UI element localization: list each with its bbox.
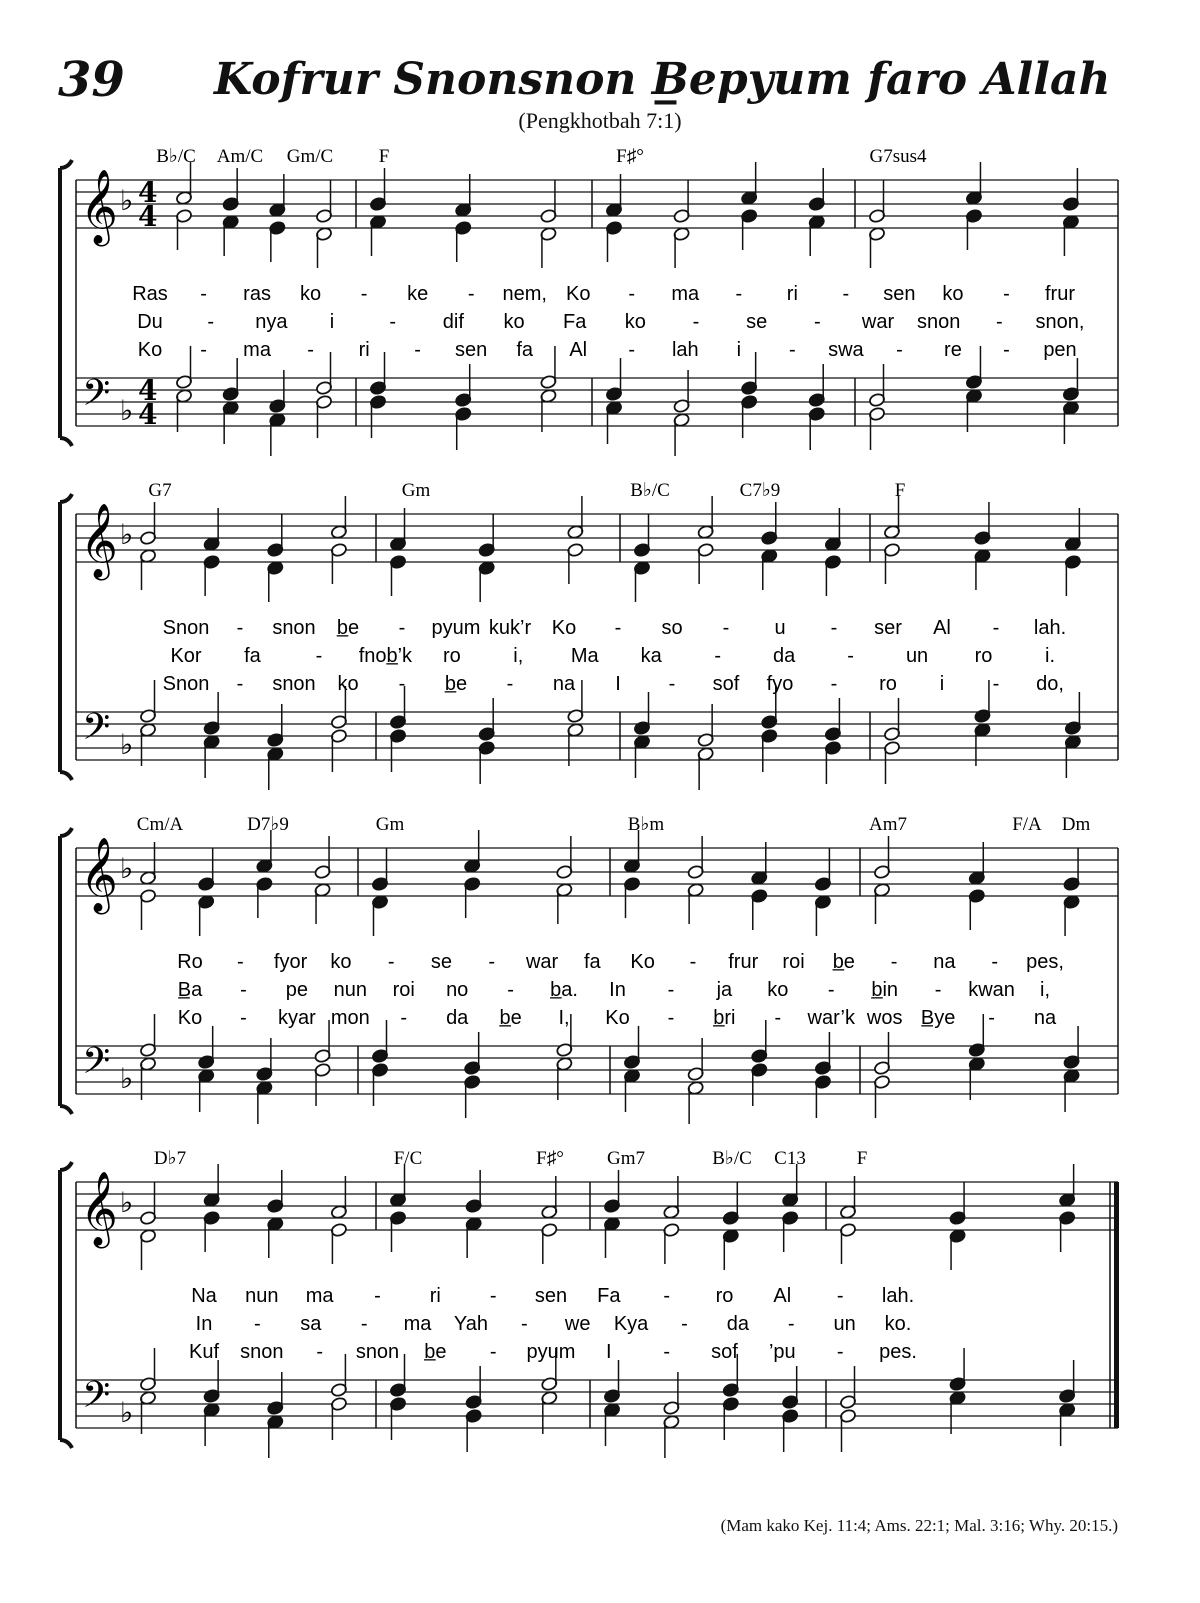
- lyric-hyphen: -: [830, 673, 838, 695]
- lyric-hyphen: -: [360, 1313, 368, 1335]
- treble-staff: [76, 848, 1118, 896]
- flat-key-signature-icon: ♭: [120, 184, 134, 217]
- chord-symbol: B♭/C: [630, 480, 670, 501]
- lyric-line-verse-3: [178, 1007, 1057, 1029]
- lyric-syllable: da: [446, 1007, 469, 1029]
- treble-clef-icon: 𝄞: [80, 1172, 118, 1246]
- lyric-syllable: i,: [513, 645, 524, 667]
- lyric-syllable: u: [774, 617, 786, 639]
- lyric-syllable: sen: [883, 283, 916, 305]
- lyric-hyphen: -: [467, 283, 475, 305]
- lyric-syllable: lah.: [1033, 617, 1067, 639]
- lyric-syllable: I: [606, 1341, 612, 1363]
- lyric-hyphen: -: [667, 1007, 675, 1029]
- lyric-syllable: sa: [300, 1313, 322, 1335]
- lyric-syllable: roi: [392, 979, 415, 1001]
- lyric-syllable: ’pu: [768, 1341, 796, 1363]
- lyric-syllable: war’k: [807, 1007, 855, 1029]
- lyric-syllable: In: [195, 1313, 213, 1335]
- lyric-syllable: pen: [1043, 339, 1077, 361]
- lyric-hyphen: -: [398, 673, 406, 695]
- lyric-hyphen: -: [692, 311, 700, 333]
- lyric-syllable: snon,: [1035, 311, 1085, 333]
- lyric-hyphen: -: [316, 1341, 324, 1363]
- lyric-syllable: Na: [191, 1285, 217, 1307]
- chord-symbol: C13: [774, 1148, 806, 1169]
- lyric-syllable: fa: [244, 645, 261, 667]
- lyric-syllable: b̲e: [444, 673, 468, 695]
- lyric-syllable: pyum: [526, 1341, 576, 1363]
- lyric-syllable: b̲ri: [713, 1007, 736, 1029]
- lyric-hyphen: -: [813, 311, 821, 333]
- chord-symbol: Gm/C: [286, 146, 334, 167]
- lyric-syllable: da: [773, 645, 796, 667]
- lyric-syllable: ma: [671, 283, 700, 305]
- system-bracket: [60, 494, 72, 780]
- flat-key-signature-icon: ♭: [120, 1396, 134, 1429]
- treble-staff: [76, 514, 1118, 562]
- lyric-syllable: i: [736, 339, 742, 361]
- lyric-hyphen: -: [207, 311, 215, 333]
- lyric-syllable: pes,: [1026, 951, 1064, 973]
- lyric-syllable: snon: [916, 311, 961, 333]
- lyric-syllable: sof: [711, 1341, 738, 1363]
- final-barline-thick: [1114, 1182, 1119, 1428]
- lyric-hyphen: -: [1003, 339, 1010, 361]
- lyric-syllable: snon: [355, 1341, 400, 1363]
- lyric-line-verse-2: [178, 979, 1050, 1001]
- lyric-hyphen: -: [836, 1341, 844, 1363]
- lyric-hyphen: -: [836, 1285, 844, 1307]
- lyric-hyphen: -: [668, 673, 676, 695]
- lyric-hyphen: -: [890, 951, 898, 973]
- flat-key-signature-icon: ♭: [120, 852, 134, 885]
- lyric-hyphen: -: [315, 645, 323, 667]
- lyric-hyphen: -: [992, 617, 1000, 639]
- lyric-syllable: Snon: [162, 673, 210, 695]
- flat-key-signature-icon: ♭: [120, 728, 134, 761]
- lyric-hyphen: -: [254, 1313, 261, 1335]
- lyric-hyphen: -: [489, 1341, 497, 1363]
- lyric-syllable: ma: [243, 339, 271, 361]
- lyric-syllable: wos: [866, 1007, 903, 1029]
- lyric-syllable: snon: [240, 1341, 284, 1363]
- lyric-syllable: dif: [442, 311, 464, 333]
- lyric-hyphen: -: [489, 1285, 497, 1307]
- lyric-hyphen: -: [507, 979, 514, 1001]
- lyric-syllable: B̲a: [177, 979, 203, 1001]
- lyric-syllable: ko: [337, 673, 359, 695]
- lyric-syllable: Kor: [170, 645, 202, 667]
- chord-symbol: D♭7: [153, 1148, 187, 1169]
- chord-symbol: Gm: [401, 480, 431, 501]
- lyric-hyphen: -: [520, 1313, 528, 1335]
- chord-symbol: F/A: [1012, 814, 1042, 835]
- lyric-hyphen: -: [667, 979, 675, 1001]
- lyric-syllable: Al: [773, 1285, 792, 1307]
- lyric-hyphen: -: [236, 617, 244, 639]
- lyric-syllable: na: [1033, 1007, 1057, 1029]
- lyric-line-verse-2: [196, 1313, 912, 1335]
- lyric-syllable: ko: [767, 979, 789, 1001]
- lyric-syllable: Al: [933, 617, 951, 639]
- lyric-hyphen: -: [714, 645, 722, 667]
- lyric-syllable: ko: [624, 311, 646, 333]
- lyric-syllable: snon: [272, 617, 316, 639]
- chord-symbol: Gm7: [607, 1148, 645, 1169]
- bass-staff: [76, 1046, 1118, 1094]
- lyric-syllable: ko: [330, 951, 352, 973]
- lyric-hyphen: -: [789, 339, 796, 361]
- lyric-hyphen: -: [735, 283, 743, 305]
- lyric-syllable: i,: [1040, 979, 1050, 1001]
- lyric-syllable: frur: [728, 951, 759, 973]
- lyric-syllable: Du: [137, 311, 163, 333]
- lyric-syllable: ser: [874, 617, 902, 639]
- lyric-hyphen: -: [200, 283, 207, 305]
- lyric-syllable: I: [615, 673, 621, 695]
- lyric-hyphen: -: [236, 951, 244, 973]
- lyric-hyphen: -: [374, 1285, 381, 1307]
- hymn-title: Kofrur Snonsnon B̲epyum faro Allah: [214, 54, 1111, 105]
- flat-key-signature-icon: ♭: [120, 1186, 134, 1219]
- lyric-line-verse-1: [191, 1285, 914, 1307]
- lyric-syllable: I,: [558, 1007, 570, 1029]
- lyric-hyphen: -: [830, 617, 838, 639]
- treble-clef-icon: 𝄞: [80, 504, 118, 578]
- chord-symbol: G7: [148, 480, 172, 501]
- lyric-syllable: no: [446, 979, 469, 1001]
- lyric-syllable: war: [861, 311, 895, 333]
- lyric-syllable: fa: [516, 339, 534, 361]
- lyric-syllable: b̲a.: [550, 979, 578, 1001]
- lyric-syllable: b̲e: [499, 1007, 522, 1029]
- lyric-syllable: frur: [1045, 283, 1075, 305]
- lyric-syllable: ro: [974, 645, 993, 667]
- lyric-line-verse-1: [177, 951, 1064, 973]
- lyric-hyphen: -: [896, 339, 903, 361]
- lyric-syllable: Fa: [562, 311, 587, 333]
- lyric-syllable: fyor: [273, 951, 308, 973]
- bass-clef-icon: 𝄢: [82, 706, 111, 757]
- chord-symbol: B♭/C: [156, 146, 196, 167]
- lyric-syllable: i: [939, 673, 945, 695]
- chord-symbol: Cm/A: [136, 814, 184, 835]
- lyric-syllable: sen: [455, 339, 488, 361]
- lyric-syllable: fyo: [766, 673, 794, 695]
- time-signature-top: 4: [138, 176, 158, 209]
- lyric-hyphen: -: [400, 1007, 408, 1029]
- lyric-line-verse-1: [163, 617, 1066, 639]
- lyric-hyphen: -: [200, 339, 207, 361]
- lyric-hyphen: -: [689, 951, 697, 973]
- lyric-syllable: Ras: [132, 283, 168, 305]
- lyric-hyphen: -: [663, 1285, 671, 1307]
- lyric-syllable: ri: [358, 339, 370, 361]
- lyric-syllable: Ko: [630, 951, 655, 973]
- lyric-syllable: Ro: [177, 951, 203, 973]
- lyric-syllable: un: [833, 1313, 856, 1335]
- system-bracket: [60, 1162, 72, 1448]
- lyric-hyphen: -: [663, 1341, 671, 1363]
- lyric-hyphen: -: [387, 951, 395, 973]
- lyric-line-verse-2: [170, 645, 1055, 667]
- lyric-hyphen: -: [774, 1007, 782, 1029]
- lyric-hyphen: -: [506, 673, 514, 695]
- lyric-syllable: b̲e: [336, 617, 360, 639]
- lyric-hyphen: -: [847, 645, 854, 667]
- lyric-syllable: lah: [671, 339, 699, 361]
- system-bracket: [60, 828, 72, 1114]
- bass-clef-icon: 𝄢: [82, 1374, 111, 1425]
- lyric-syllable: ko.: [884, 1313, 912, 1335]
- lyric-hyphen: -: [389, 311, 397, 333]
- lyric-hyphen: -: [240, 1007, 247, 1029]
- lyric-hyphen: -: [722, 617, 730, 639]
- lyric-syllable: lah.: [881, 1285, 915, 1307]
- lyric-syllable: se: [746, 311, 768, 333]
- lyric-line-verse-2: [137, 311, 1084, 333]
- lyric-syllable: B̲ye: [920, 1007, 956, 1029]
- lyric-syllable: un: [905, 645, 929, 667]
- lyric-syllable: Ma: [570, 645, 599, 667]
- bass-clef-icon: 𝄢: [82, 372, 111, 423]
- lyric-syllable: do,: [1036, 673, 1064, 695]
- footnote-references: (Mam kako Kej. 11:4; Ams. 22:1; Mal. 3:16; Why. 20:15.): [720, 1516, 1118, 1535]
- lyric-syllable: so: [661, 617, 683, 639]
- hymn-number: 39: [58, 52, 125, 108]
- chord-symbol: D7♭9: [247, 814, 289, 835]
- lyric-syllable: b̲in: [871, 979, 899, 1001]
- lyric-hyphen: -: [995, 311, 1003, 333]
- lyric-syllable: ri: [786, 283, 798, 305]
- lyric-syllable: ras: [243, 283, 271, 305]
- lyric-hyphen: -: [240, 979, 247, 1001]
- lyric-syllable: kyar: [277, 1007, 316, 1029]
- lyric-syllable: b̲e: [424, 1341, 447, 1363]
- lyric-syllable: Ko: [551, 617, 577, 639]
- lyric-syllable: sen: [534, 1285, 568, 1307]
- lyric-syllable: pes.: [879, 1341, 917, 1363]
- lyric-hyphen: -: [787, 1313, 795, 1335]
- lyric-syllable: Yah: [453, 1313, 488, 1335]
- lyric-hyphen: -: [842, 283, 850, 305]
- chord-symbol: F: [894, 480, 906, 501]
- lyric-hyphen: -: [307, 339, 314, 361]
- lyric-syllable: roi: [782, 951, 805, 973]
- chord-symbol: F♯°: [616, 146, 644, 167]
- system-bracket: [60, 160, 72, 446]
- lyric-hyphen: -: [1003, 283, 1010, 305]
- chord-symbol: C7♭9: [739, 480, 781, 501]
- lyric-syllable: Ko: [177, 1007, 203, 1029]
- lyric-syllable: kwan: [968, 979, 1015, 1001]
- lyric-syllable: snon: [272, 673, 316, 695]
- lyric-syllable: Al: [569, 339, 588, 361]
- lyric-hyphen: -: [991, 951, 999, 973]
- chord-symbol: Am/C: [216, 146, 264, 167]
- lyric-syllable: na: [933, 951, 956, 973]
- chord-symbol: F♯°: [536, 1148, 564, 1169]
- lyric-syllable: b̲e: [832, 951, 855, 973]
- lyric-hyphen: -: [360, 283, 368, 305]
- lyric-syllable: ma: [403, 1313, 432, 1335]
- lyric-syllable: i.: [1045, 645, 1055, 667]
- lyric-syllable: ro: [442, 645, 461, 667]
- lyric-hyphen: -: [236, 673, 244, 695]
- bass-staff: [76, 712, 1118, 760]
- lyric-syllable: nun: [245, 1285, 279, 1307]
- lyric-syllable: se: [430, 951, 453, 973]
- lyric-syllable: ma: [305, 1285, 334, 1307]
- time-signature-bottom: 4: [138, 200, 158, 233]
- lyric-line-verse-1: [132, 283, 1075, 305]
- chord-symbol: F/C: [393, 1148, 423, 1169]
- lyric-syllable: ke: [407, 283, 429, 305]
- time-signature-bottom: 4: [138, 398, 158, 431]
- lyric-syllable: Ko: [566, 283, 591, 305]
- lyric-hyphen: -: [628, 283, 636, 305]
- lyric-syllable: nun: [333, 979, 367, 1001]
- chord-symbol: Gm: [375, 814, 405, 835]
- lyric-syllable: ko: [503, 311, 525, 333]
- lyric-syllable: we: [564, 1313, 591, 1335]
- lyric-syllable: nem,: [502, 283, 547, 305]
- lyric-syllable: pe: [285, 979, 308, 1001]
- lyric-syllable: ka: [640, 645, 662, 667]
- lyric-syllable: ro: [715, 1285, 734, 1307]
- lyric-hyphen: -: [398, 617, 406, 639]
- lyric-syllable: ro: [879, 673, 897, 695]
- chord-symbol: B♭m: [627, 814, 665, 835]
- chord-symbol: F: [856, 1148, 868, 1169]
- lyric-syllable: mon: [330, 1007, 370, 1029]
- lyric-syllable: ja: [716, 979, 733, 1001]
- lyric-line-verse-3: [163, 673, 1064, 695]
- lyric-line-verse-3: [189, 1341, 917, 1363]
- lyric-hyphen: -: [488, 951, 496, 973]
- lyric-syllable: In: [609, 979, 626, 1001]
- lyric-syllable: Snon: [162, 617, 210, 639]
- chord-symbol: Dm: [1061, 814, 1091, 835]
- flat-key-signature-icon: ♭: [120, 1062, 134, 1095]
- lyric-hyphen: -: [827, 979, 835, 1001]
- lyric-syllable: na: [552, 673, 576, 695]
- treble-clef-icon: 𝄞: [80, 838, 118, 912]
- lyric-syllable: Ko: [605, 1007, 630, 1029]
- chord-symbol: G7sus4: [869, 146, 927, 167]
- lyric-syllable: fnob̲’k: [358, 645, 413, 667]
- lyric-syllable: Fa: [597, 1285, 621, 1307]
- lyric-syllable: Ko: [137, 339, 163, 361]
- scripture-reference: (Pengkhotbah 7:1): [518, 108, 682, 133]
- lyric-syllable: ko: [300, 283, 322, 305]
- chord-symbol: Am7: [869, 814, 907, 835]
- treble-clef-icon: 𝄞: [80, 170, 118, 244]
- lyric-hyphen: -: [992, 673, 1000, 695]
- lyric-syllable: pyum: [431, 617, 481, 639]
- lyric-syllable: fa: [584, 951, 601, 973]
- lyric-syllable: Kya: [613, 1313, 649, 1335]
- lyric-hyphen: -: [681, 1313, 688, 1335]
- lyric-hyphen: -: [414, 339, 421, 361]
- lyric-syllable: Kuf: [188, 1341, 220, 1363]
- lyric-syllable: kuk’r: [488, 617, 532, 639]
- lyric-syllable: sof: [712, 673, 740, 695]
- time-signature-top: 4: [138, 374, 158, 407]
- lyric-syllable: ko: [942, 283, 964, 305]
- lyric-hyphen: -: [614, 617, 622, 639]
- lyric-syllable: war: [525, 951, 559, 973]
- lyric-syllable: da: [726, 1313, 749, 1335]
- chord-symbol: F: [378, 146, 390, 167]
- lyric-hyphen: -: [988, 1007, 995, 1029]
- flat-key-signature-icon: ♭: [120, 518, 134, 551]
- flat-key-signature-icon: ♭: [120, 394, 134, 427]
- bass-clef-icon: 𝄢: [82, 1040, 111, 1091]
- lyric-hyphen: -: [934, 979, 942, 1001]
- lyric-line-verse-3: [138, 339, 1077, 361]
- chord-symbol: B♭/C: [712, 1148, 752, 1169]
- lyric-syllable: swa: [828, 339, 864, 361]
- lyric-hyphen: -: [628, 339, 636, 361]
- lyric-syllable: ri: [429, 1285, 441, 1307]
- lyric-syllable: nya: [255, 311, 288, 333]
- lyric-syllable: i: [329, 311, 335, 333]
- lyric-syllable: re: [944, 339, 962, 361]
